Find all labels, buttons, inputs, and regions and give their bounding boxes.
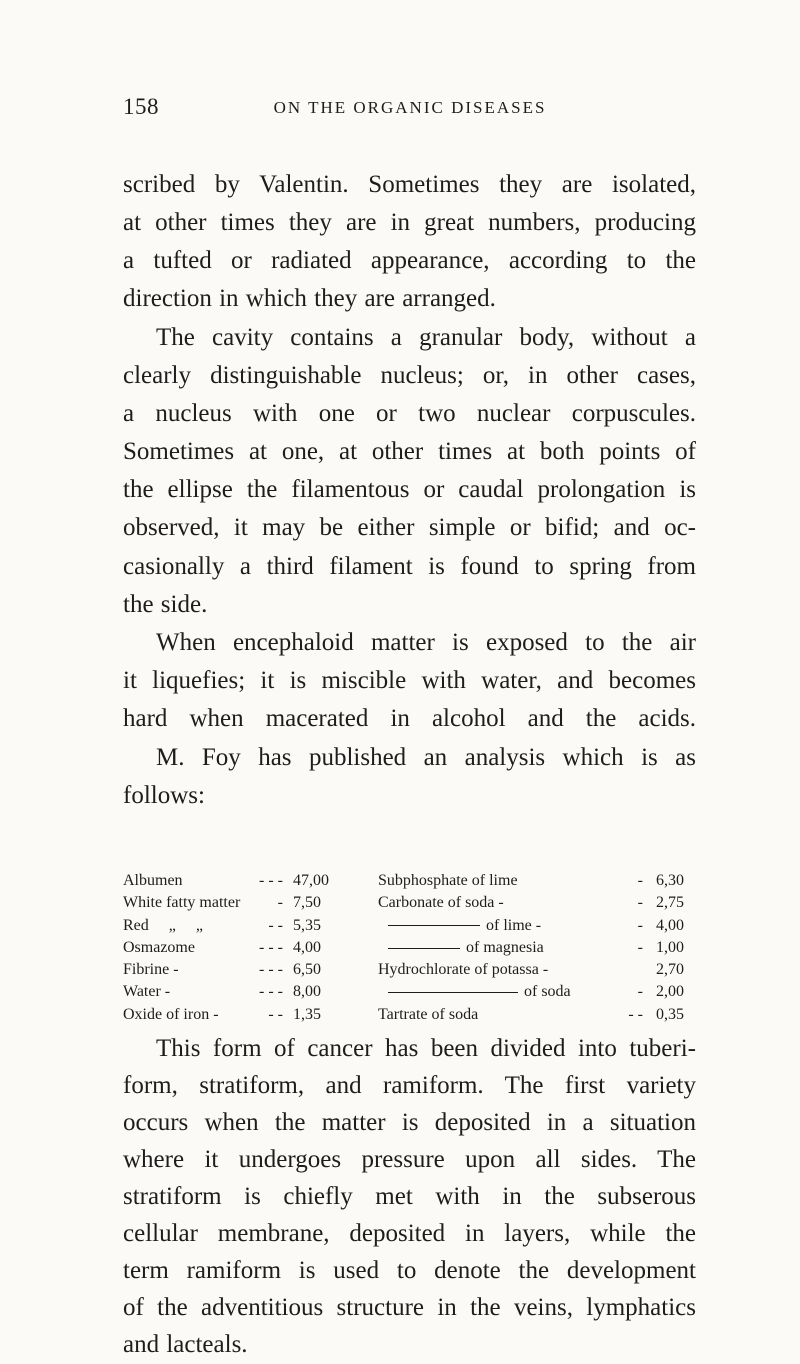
component-name: Oxide of iron - <box>123 1005 219 1023</box>
table-row <box>123 915 696 937</box>
component-name: of lime - <box>486 916 542 934</box>
leader-dashes: - <box>637 894 643 912</box>
component-value: 4,00 <box>293 938 321 956</box>
table-row <box>123 870 696 892</box>
leader-dashes: - <box>637 983 643 1001</box>
table-row <box>123 892 696 914</box>
leader-dashes: - <box>637 872 643 889</box>
component-value: 1,00 <box>656 938 684 956</box>
component-value: 2,75 <box>656 894 684 912</box>
text-line: stratiform is chiefly met with in the subserous <box>123 1183 696 1210</box>
component-value: 4,00 <box>656 916 684 934</box>
text-line: Sometimes at one, at other times at both points of <box>123 438 696 465</box>
text-line: casionally a third filament is found to spring from <box>123 553 696 580</box>
leader-dashes: - - - <box>259 938 283 956</box>
leader-dashes: - - <box>268 916 283 934</box>
component-name: of soda <box>524 983 571 1001</box>
text-line: scribed by Valentin. Sometimes they are isolated, <box>123 171 696 198</box>
component-value: 7,50 <box>293 894 321 912</box>
component-value: 8,00 <box>293 983 321 1001</box>
table-row <box>123 1004 696 1026</box>
text-line: M. Foy has published an analysis which is as <box>156 744 696 771</box>
running-title: ON THE ORGANIC DISEASES <box>273 98 547 117</box>
component-value: 6,30 <box>656 872 684 889</box>
leader-dashes: - - <box>628 1005 643 1023</box>
component-name: Hydrochlorate of potassa - <box>378 961 549 979</box>
text-line: form, stratiform, and ramiform. The first variety <box>123 1072 696 1099</box>
leader-dashes: - - - <box>259 872 283 889</box>
leader-dashes: - <box>637 916 643 934</box>
page-number: 158 <box>123 94 159 119</box>
component-name: Carbonate of soda - <box>378 894 504 912</box>
component-name: Osmazome <box>123 938 195 956</box>
component-name: Albumen <box>123 872 183 889</box>
page-header <box>0 92 800 132</box>
analysis-table <box>123 870 696 1026</box>
leader-dashes: - - - <box>259 983 283 1001</box>
text-line: the side. <box>123 591 208 618</box>
component-name: Red „ „ <box>123 916 203 934</box>
text-line: cellular membrane, deposited in layers, while the <box>123 1220 696 1247</box>
text-line: of the adventitious structure in the veins, lymphatics <box>123 1294 696 1321</box>
text-line: it liquefies; it is miscible with water, and becomes <box>123 667 696 694</box>
component-name: Tartrate of soda <box>378 1005 479 1023</box>
leader-dashes: - - - <box>259 961 283 979</box>
text-line: hard when macerated in alcohol and the acids. <box>123 705 696 732</box>
component-value: 6,50 <box>293 961 321 979</box>
text-line: term ramiform is used to denote the development <box>123 1257 696 1284</box>
component-value: 2,00 <box>656 983 684 1001</box>
component-name: Water - <box>123 983 171 1001</box>
component-name: of magnesia <box>466 938 544 956</box>
text-line: This form of cancer has been divided into tuberi- <box>156 1035 696 1062</box>
text-line: follows: <box>123 782 205 809</box>
component-value: 2,70 <box>656 961 684 979</box>
leader-dashes: - - <box>268 1005 283 1023</box>
text-line: a tufted or radiated appearance, according to the <box>123 247 696 274</box>
component-name: Fibrine - <box>123 961 179 979</box>
component-value: 0,35 <box>656 1005 684 1023</box>
component-value: 47,00 <box>293 872 329 889</box>
text-line: The cavity contains a granular body, without a <box>156 324 696 351</box>
component-value: 5,35 <box>293 916 321 934</box>
text-line: at other times they are in great numbers, producing <box>123 209 696 236</box>
text-line: When encephaloid matter is exposed to the air <box>156 629 696 656</box>
text-line: clearly distinguishable nucleus; or, in other cases, <box>123 362 696 389</box>
text-line: occurs when the matter is deposited in a situation <box>123 1109 696 1136</box>
component-value: 1,35 <box>293 1005 321 1023</box>
table-row <box>123 937 696 959</box>
text-line: where it undergoes pressure upon all sides. The <box>123 1146 696 1173</box>
text-line: the ellipse the filamentous or caudal prolongation is <box>123 476 696 503</box>
leader-dashes: - <box>637 938 643 956</box>
table-row <box>123 959 696 981</box>
text-line: a nucleus with one or two nuclear corpuscules. <box>123 400 696 427</box>
text-line: direction in which they are arranged. <box>123 285 496 312</box>
text-line: and lacteals. <box>123 1331 248 1358</box>
component-name: Subphosphate of lime <box>378 872 518 889</box>
leader-dashes: - <box>277 894 283 912</box>
table-row <box>123 981 696 1003</box>
component-name: White fatty matter <box>123 894 241 912</box>
text-line: observed, it may be either simple or bifid; and oc- <box>123 514 696 541</box>
